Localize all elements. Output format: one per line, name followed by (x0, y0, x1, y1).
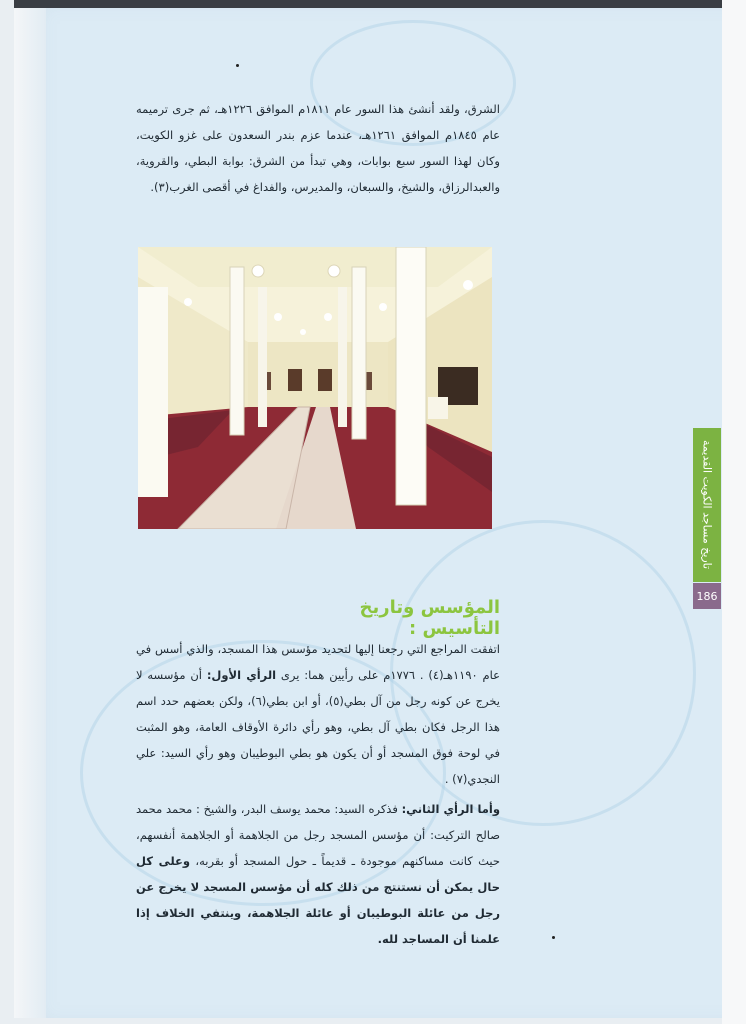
scan-speck (236, 64, 239, 67)
page-gutter (14, 8, 46, 1018)
paragraph-text: اتفقت المراجع التي رجعنا إليها لتحديد مؤسس هذا المسجد، والذي أسس في عام ١١٩٠هـ(٤) . ١٧٧٦م على رأيين هما: يرى (136, 642, 501, 682)
scan-right-edge (722, 0, 746, 1024)
paragraph-wall-gates: الشرق، ولقد أنشئ هذا السور عام ١٨١١م الموافق ١٢٢٦هـ، ثم جرى ترميمه عام ١٨٤٥م الموافق ١٢٦١هـ، عندما عزم بندر السعدون على غزو الكويت، وكان لهذا السور سبع بوابات، وهي تبدأ من الشرق: بوابة البطي، والقروية، والعبدالرزاق، والشيخ، والسبعان، والمديرس، والفداغ في أقصى الغرب(٣). (136, 102, 500, 194)
chapter-title: تاريخ مساجد الكويت القديمة (700, 440, 714, 570)
bold-label-second-opinion: وأما الرأي الثاني: (401, 802, 500, 816)
page-number: 186 (693, 583, 721, 609)
section-heading: المؤسس وتاريخ التأسيس : (359, 597, 500, 639)
paragraph-text: فذكره السيد: محمد يوسف البدر، والشيخ : محمد محمد صالح التركيت: أن مؤسس المسجد رجل من الجلاهمة أو الجلاهمة أنفسهم، حيث كانت مساكنهم موجودة ـ قديماً ـ حول المسجد أو بقربه، (136, 802, 500, 868)
bold-label-first-opinion: الرأي الأول: (206, 668, 277, 682)
paragraph-second-opinion (136, 796, 500, 952)
bold-conclusion: وعلى كل حال يمكن أن نستنتج من ذلك كله أن مؤسس المسجد لا يخرج عن رجل من عائلة البوطيبان أو عائلة الجلاهمة، وينتفي الخلاف إذا علمنا أن المساجد لله. (136, 854, 500, 946)
paragraph-text: أن مؤسسه لا يخرج عن كونه رجل من آل بطي(٥)، أو ابن بطي(٦)، ولكن بعضهم حدد اسم هذا الرجل فكان بطي آل بطي، وهو رأي دائرة الأوقاف العامة، وهو المثبت في لوحة فوق المسجد أو أن يكون هو بطي البوطيبان وهو رأي السيد: علي النجدي(٧) . (136, 668, 500, 786)
scan-speck (552, 936, 555, 939)
chapter-side-tab (693, 428, 721, 582)
paragraph-first-opinion (136, 636, 500, 792)
mosque-interior-photo (138, 247, 492, 529)
